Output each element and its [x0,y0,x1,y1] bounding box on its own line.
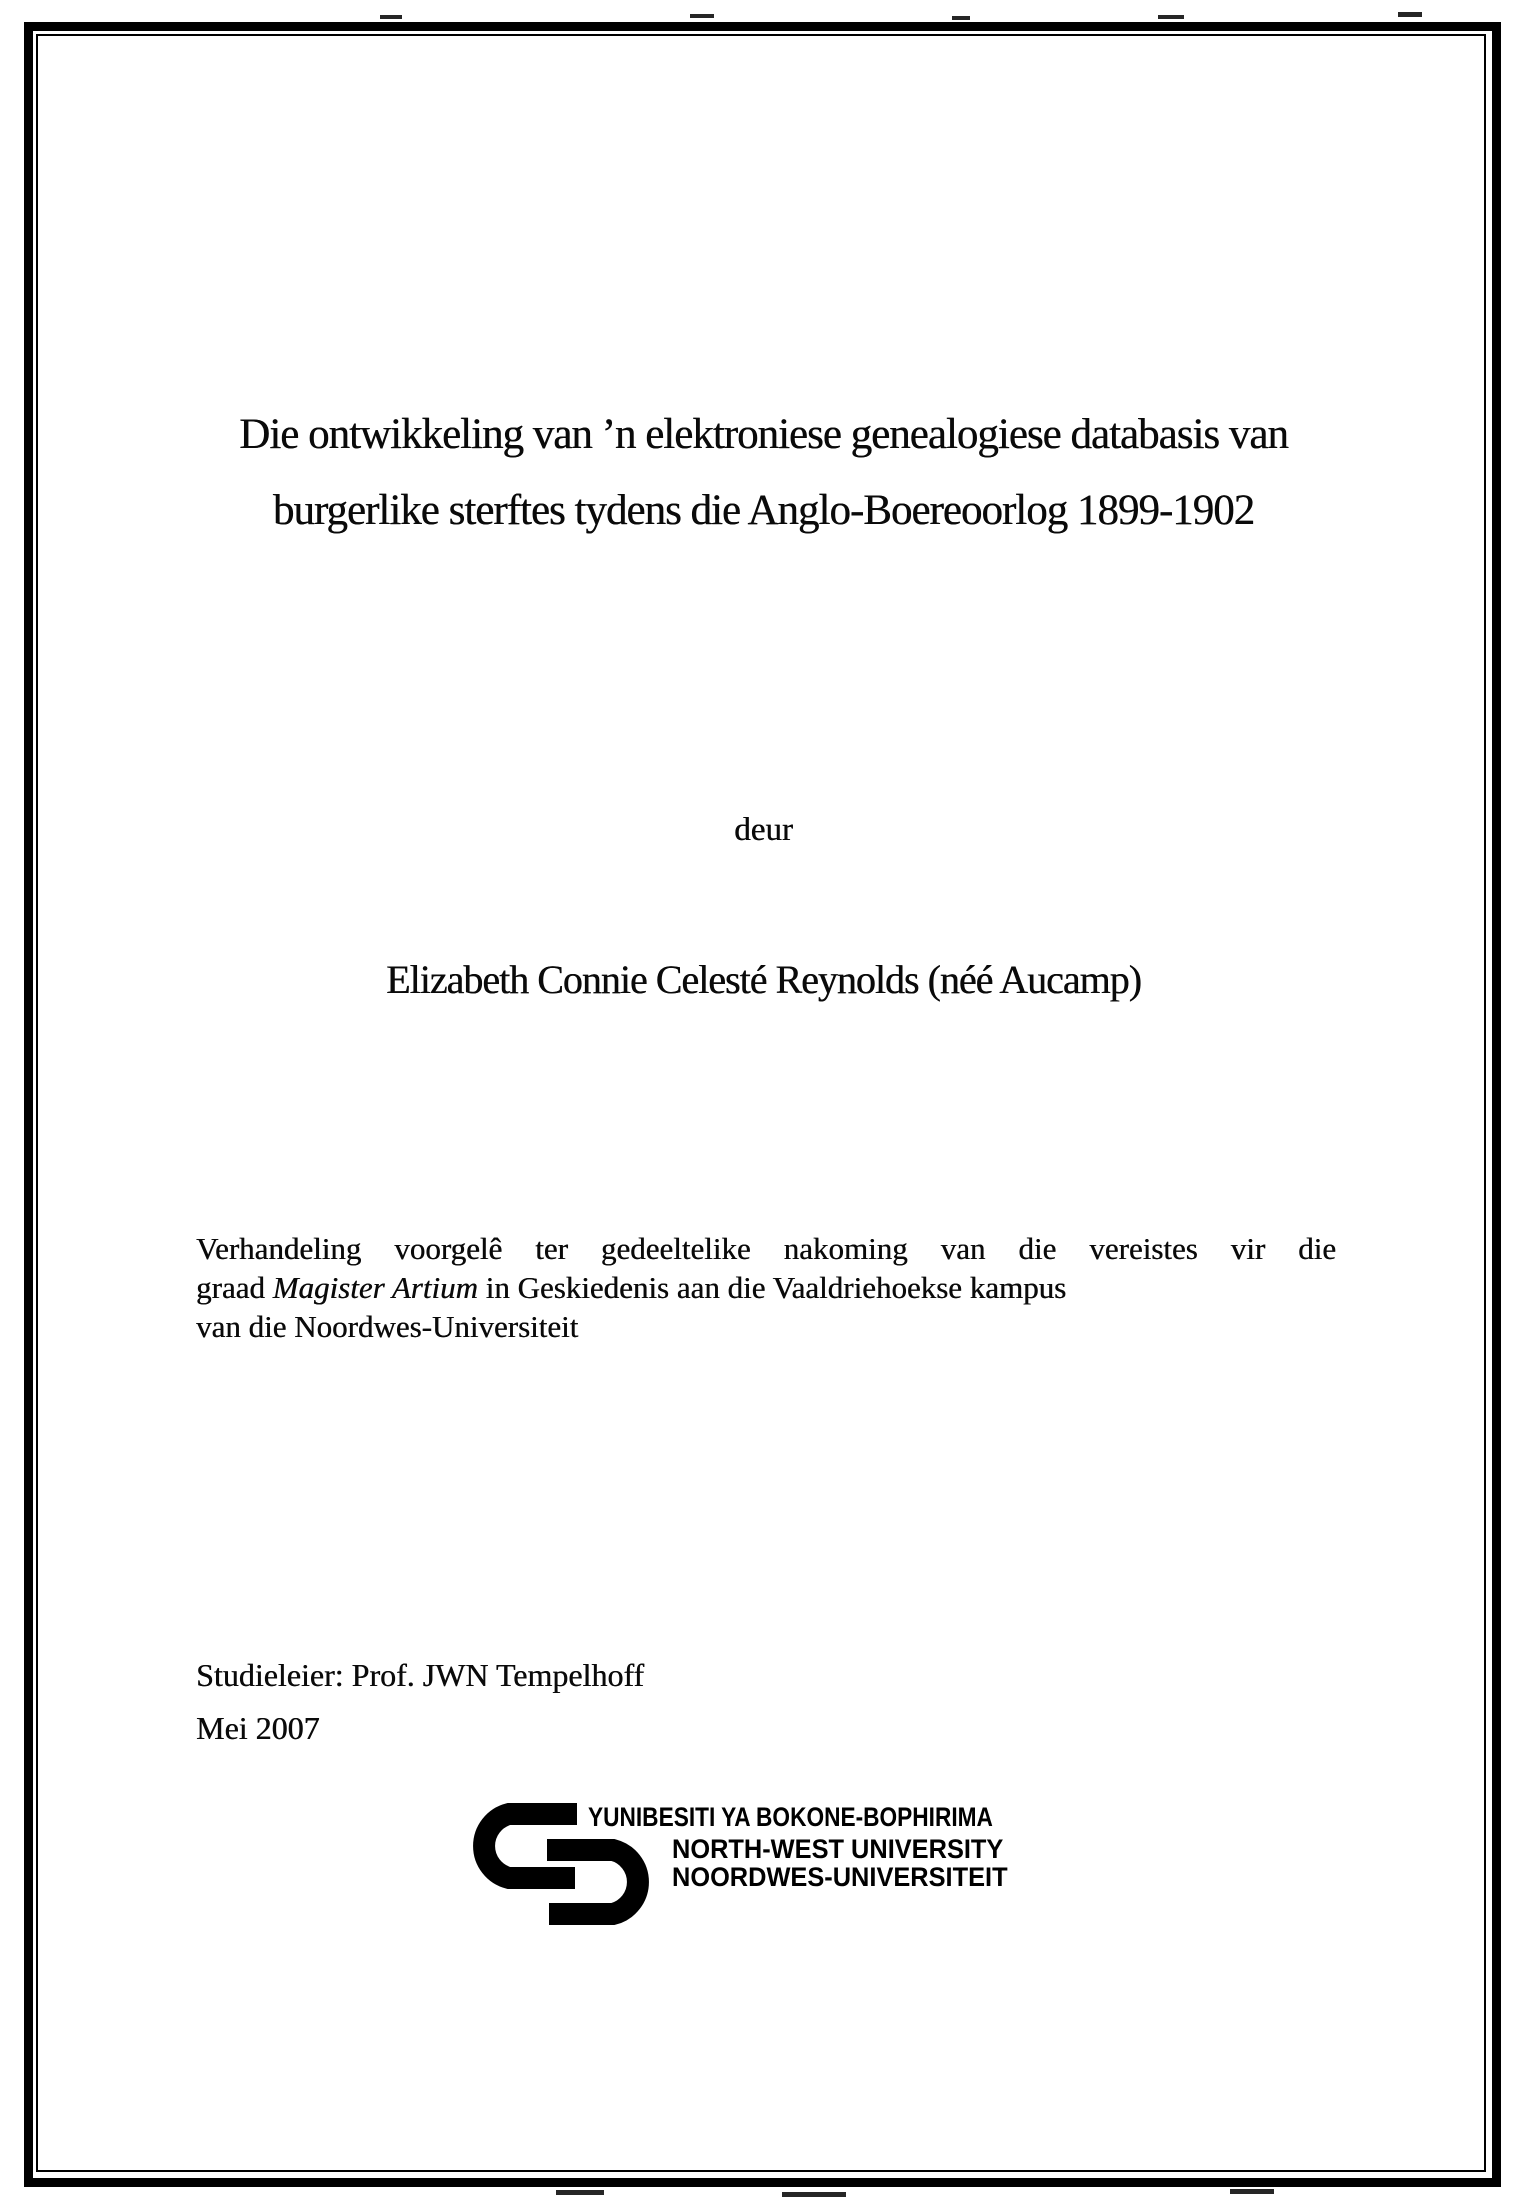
scan-artifact [1158,15,1184,19]
byline-deur: deur [734,812,793,848]
degree-name-italic: Magister Artium [272,1270,478,1305]
scan-artifact [1230,2189,1274,2194]
declaration-line2-suffix: in Geskiedenis aan die Vaaldriehoekse kampus [477,1270,1067,1305]
author-name: Elizabeth Connie Celesté Reynolds (néé Aucamp) [386,957,1141,1002]
logo-text-english: NORTH-WEST UNIVERSITY [672,1834,1004,1864]
declaration-line3: van die Noordwes-Universiteit [196,1309,579,1344]
supervisor-line: Studieleier: Prof. JWN Tempelhoff [196,1657,645,1693]
thesis-title-line2: burgerlike sterftes tydens die Anglo-Boereoorlog 1899-1902 [272,487,1255,534]
declaration-line2-prefix: graad [196,1270,273,1305]
logo-text-setswana: YUNIBESITI YA BOKONE-BOPHIRIMA [588,1802,993,1832]
thesis-title-line1: Die ontwikkeling van ’n elektroniese genealogiese databasis van [239,411,1288,458]
logo-text-afrikaans: NOORDWES-UNIVERSITEIT [672,1862,1008,1892]
scan-artifact [1398,12,1422,17]
scan-artifact [556,2190,604,2195]
scan-artifact [952,16,970,20]
scan-artifact [782,2192,846,2197]
date-line: Mei 2007 [196,1710,320,1746]
declaration-line1: Verhandeling voorgelê ter gedeeltelike nakoming van die vereistes vir die [196,1231,1336,1266]
declaration-line2 [196,1268,1336,1307]
scan-artifact [690,14,714,18]
supervisor-block [196,1649,644,1755]
thesis-title [90,397,1437,549]
declaration-paragraph [196,1229,1336,1346]
scan-artifact [380,15,402,19]
